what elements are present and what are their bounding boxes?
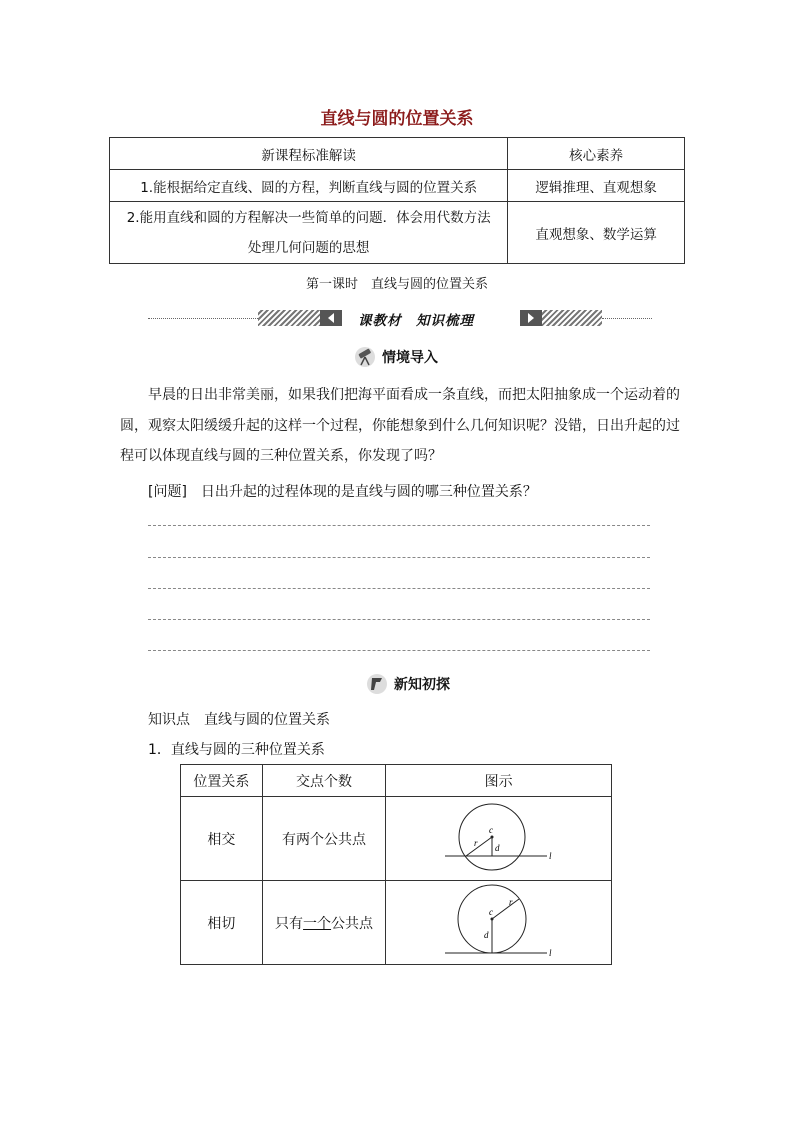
table-row [110, 170, 685, 202]
banner-arrow-right-icon [520, 310, 542, 326]
section-heading-1 [354, 345, 438, 369]
question-text: [问题] 日出升起的过程体现的是直线与圆的哪三种位置关系？ [148, 484, 537, 500]
table-header: 新课程标准解读 [110, 138, 508, 170]
label-d: d [483, 929, 489, 940]
label-l: l [548, 850, 552, 861]
intersect-diagram [439, 799, 559, 875]
paragraph-line: 程可以体现直线与圆的三种位置关系，你发现了吗？ [120, 448, 442, 464]
table-header: 交点个数 [262, 765, 386, 797]
relation-table [180, 764, 612, 965]
label-c: c [488, 906, 493, 917]
label-l: l [548, 947, 552, 958]
banner-stripes-right [542, 310, 602, 326]
count-underlined: 一个 [303, 915, 332, 932]
answer-line [148, 557, 650, 558]
table-cell: 1.能根据给定直线、圆的方程，判断直线与圆的位置关系 [110, 170, 508, 202]
table-cell: 逻辑推理、直观想象 [508, 170, 685, 202]
telescope-icon [354, 346, 376, 368]
banner-dotted-line-left [148, 318, 258, 319]
lesson-title: 第一课时 直线与圆的位置关系 [305, 277, 488, 292]
count-prefix: 只有 [275, 915, 304, 932]
answer-line [148, 588, 650, 589]
paragraph-line: 早晨的日出非常美丽，如果我们把海平面看成一条直线，而把太阳抽象成一个运动着的 [148, 387, 680, 403]
table-cell: 直观想象、数学运算 [508, 202, 685, 264]
table-header: 图示 [386, 765, 612, 797]
tangent-diagram [439, 883, 559, 959]
table-cell: 相切 [181, 881, 263, 965]
label-d: d [494, 842, 500, 853]
section-heading-2 [366, 672, 450, 696]
paragraph-line: 圆，观察太阳缓缓升起的这样一个过程，你能想象到什么几何知识呢？没错，日出升起的过 [120, 417, 680, 434]
list-item: 1．直线与圆的三种位置关系 [148, 742, 325, 758]
table-cell [110, 202, 508, 264]
figure-cell [386, 797, 612, 881]
label-c: c [488, 824, 493, 835]
banner-dotted-line-right [602, 318, 652, 319]
label-r: r [473, 837, 478, 848]
knowledge-point: 知识点 直线与圆的位置关系 [148, 712, 330, 728]
standards-table [109, 137, 685, 264]
new-knowledge-icon [366, 673, 388, 695]
table-cell: 有两个公共点 [262, 797, 386, 881]
table-cell-line: 处理几何问题的思想 [247, 239, 370, 256]
figure-cell [386, 881, 612, 965]
table-header: 核心素养 [508, 138, 685, 170]
table-header: 位置关系 [181, 765, 263, 797]
answer-line [148, 619, 650, 620]
table-cell: 相交 [181, 797, 263, 881]
table-row [181, 881, 612, 965]
banner-title: 课教材 知识梳理 [358, 313, 474, 329]
count-suffix: 公共点 [331, 915, 374, 932]
banner-stripes-left [258, 310, 320, 326]
banner-arrow-left-icon [320, 310, 342, 326]
table-row [110, 202, 685, 264]
section-title: 情境导入 [382, 350, 438, 366]
intro-paragraph [120, 380, 690, 472]
table-header-row [181, 765, 612, 797]
table-header-row [110, 138, 685, 170]
answer-line [148, 650, 650, 651]
table-row [181, 797, 612, 881]
page-title: 直线与圆的位置关系 [320, 109, 474, 129]
table-cell-line: 2.能用直线和圆的方程解决一些简单的问题．体会用代数方法 [126, 209, 491, 226]
section-title: 新知初探 [394, 677, 450, 693]
answer-line [148, 525, 650, 526]
label-r: r [508, 896, 513, 907]
table-cell [262, 881, 386, 965]
